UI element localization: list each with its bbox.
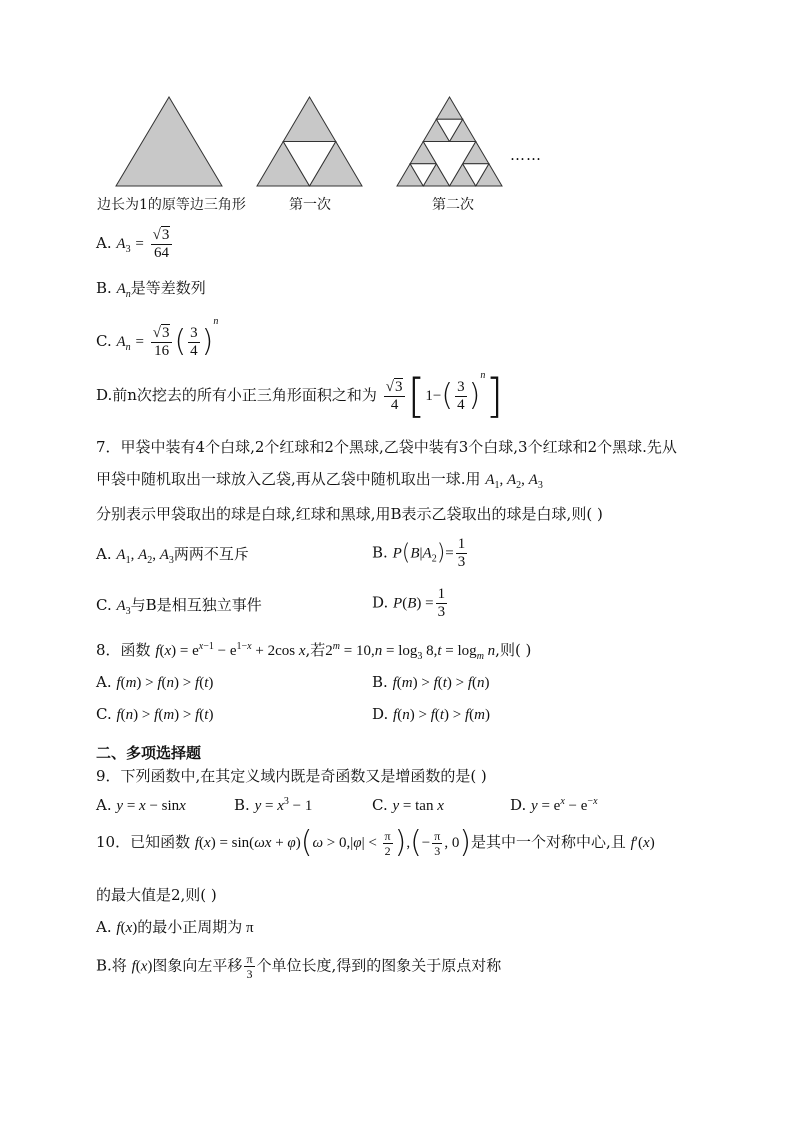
q10-stem-line2: 的最大值是2,则( ) <box>96 886 217 904</box>
q8-option-c[interactable]: C. f(n) > f(m) > f(t) <box>96 705 214 723</box>
option-label: A. <box>96 234 112 252</box>
q8-option-b[interactable]: B. f(m) > f(t) > f(n) <box>372 673 490 691</box>
q9-option-c[interactable]: C. y = tan x <box>372 796 444 814</box>
q7-stem-text: 甲袋中随机取出一球放入乙袋,再从乙袋中随机取出一球.用 <box>96 470 481 488</box>
triangle-second <box>436 97 462 119</box>
option-label: C. <box>96 596 112 614</box>
caption-second-iteration: 第二次 <box>432 197 474 213</box>
option-label: B. <box>96 279 112 297</box>
option-text: 的最小正周期为 <box>137 918 243 936</box>
option-label: B. <box>234 796 250 814</box>
option-text: 两两不互斥 <box>173 545 249 563</box>
option-text: 与B是相互独立事件 <box>130 596 262 614</box>
q8-stem-text: ,则( ) <box>495 641 532 659</box>
option-label: B.将 <box>96 956 127 975</box>
option-label: D. <box>372 705 389 723</box>
q9-option-b[interactable]: B. $y = x^3 - 1$ <box>234 796 313 814</box>
q8-stem-text: 8．函数 <box>96 641 151 659</box>
option-label: A. <box>96 796 112 814</box>
q7-option-a[interactable]: A. $A_1$, $A_2$, $A_3$两两不互斥 <box>96 545 249 566</box>
option-text: 个单位长度,得到的图象关于原点对称 <box>256 956 502 975</box>
q8-stem: 8．函数 $f(x) = e^{x-1} - e^{1-x} + 2\cos$ x,若$2^m = 10,n = \log_3 8,t = \log_m n$,则( ) <box>96 641 532 662</box>
option-label: A. <box>96 545 112 563</box>
q10-stem: 10．已知函数 f(x) = sin(ωx + φ)(ω > 0,|φ| < $\frac{\pi}{2}$ ),(− $\frac{\pi}{3}$ , 0)是其中一个对称中心,且 f′(x) <box>96 825 655 860</box>
q6-option-a[interactable]: A. $A_3$ = $\frac{√3}{64}$ <box>96 226 174 262</box>
option-label: D. <box>510 796 527 814</box>
q10-option-b[interactable]: B.将 f(x)图象向左平移 $\frac{\pi}{3}$ 个单位长度,得到的图象关于原点对称 <box>96 952 502 981</box>
option-label: D. <box>96 386 113 404</box>
option-label: A. <box>96 918 112 936</box>
option-label: B. <box>372 673 388 691</box>
q9-stem: 9．下列函数中,在其定义域内既是奇函数又是增函数的是( ) <box>96 767 487 785</box>
option-label: C. <box>96 705 112 723</box>
q9-option-d[interactable]: D. $y = e^x - e^{-x}$ <box>510 796 598 814</box>
option-label: C. <box>372 796 388 814</box>
q7-stem-line2: 甲袋中随机取出一球放入乙袋,再从乙袋中随机取出一球.用 $A_1$, $A_2$, $A_3$ <box>96 470 543 491</box>
option-label: C. <box>96 332 112 350</box>
q7-option-d[interactable]: D. P(B) = $\frac{1}{3}$ <box>372 586 446 620</box>
q7-option-b[interactable]: B. $P(B|A_2)=$ $\frac{1}{3}$ <box>372 536 466 570</box>
option-text: 前n次挖去的所有小正三角形面积之和为 <box>112 386 377 404</box>
q8-option-a[interactable]: A. f(m) > f(n) > f(t) <box>96 673 214 691</box>
q10-stem-text: 是其中一个对称中心,且 <box>471 833 626 851</box>
caption-original-triangle: 边长为1的原等边三角形 <box>97 197 246 213</box>
caption-first-iteration: 第一次 <box>289 197 331 213</box>
triangle-first <box>283 97 336 142</box>
q7-option-c[interactable]: C. $A_3$与B是相互独立事件 <box>96 596 262 617</box>
option-text: 图象向左平移 <box>152 956 243 975</box>
option-text: 是等差数列 <box>130 279 206 297</box>
option-label: B. <box>372 543 388 562</box>
option-label: A. <box>96 673 112 691</box>
q8-option-d[interactable]: D. f(n) > f(t) > f(m) <box>372 705 491 723</box>
q6-option-c[interactable]: C. $A_n$ = $\frac{√3}{16}$ ( $\frac{3}{4}$ )$^n$ <box>96 316 219 359</box>
q7-stem-line3: 分别表示甲袋取出的球是白球,红球和黑球,用B表示乙袋取出的球是白球,则( ) <box>96 505 603 523</box>
section-title: 二、多项选择题 <box>96 744 202 762</box>
q7-stem-line1: 7．甲袋中装有4个白球,2个红球和2个黑球,乙袋中装有3个白球,3个红球和2个黑球.先从 <box>96 438 677 456</box>
triangle-original <box>116 97 222 186</box>
sierpinski-figure <box>0 0 794 190</box>
option-label: D. <box>372 593 389 612</box>
q8-stem-text: ,若 <box>305 641 326 659</box>
q6-option-b[interactable]: B. $A_n$是等差数列 <box>96 279 206 300</box>
q10-option-a[interactable]: A. f(x)的最小正周期为 π <box>96 918 254 936</box>
figure-ellipsis: …… <box>510 146 542 164</box>
q9-option-a[interactable]: A. y = x − sinx <box>96 796 186 814</box>
q10-stem-text: 10．已知函数 <box>96 833 191 851</box>
q6-option-d[interactable]: D.前n次挖去的所有小正三角形面积之和为 $\frac{√3}{4}$ [1−( $\frac{3}{4}$ )$^n$] <box>96 369 504 423</box>
